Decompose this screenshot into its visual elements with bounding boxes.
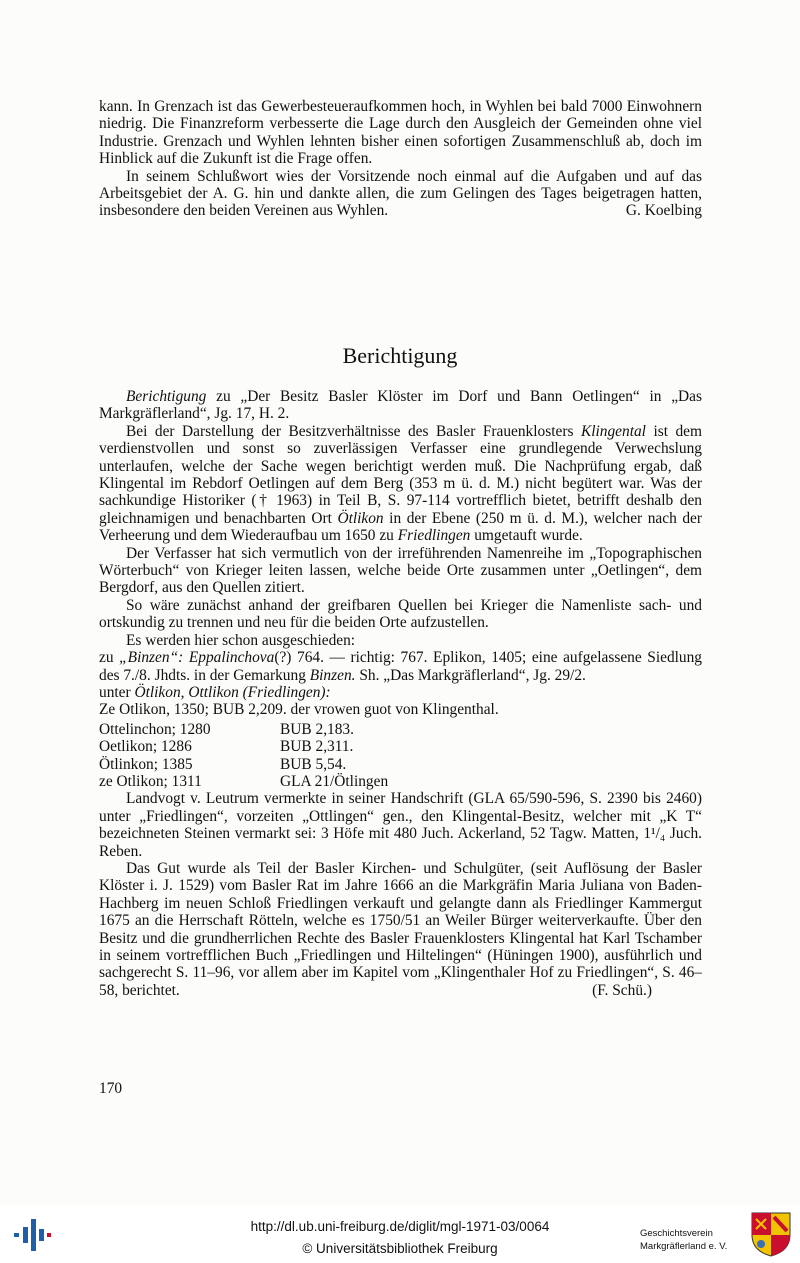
paragraph-text: ist dem verdienstvollen und sonst so zuverlässigen Verfasser eine grundlegende Verwechslung unterlaufen, welche der Sache wegen berichtigt werden muß. Die Nachprüfung ergab, daß Klingental im Rebdorf Oetlingen auf dem Berg (353 m ü. d. M.) nicht begütert war. Was der sachkundige Historiker († 1963) in Teil B, S. 97-114 vortrefflich bietet, betrifft deshalb den gleichnamigen und benachbarten Ort bbox=[99, 422, 702, 527]
table-row bbox=[99, 773, 388, 790]
author-signature: G. Koelbing bbox=[625, 202, 702, 220]
source-ref: BUB 2,183. bbox=[280, 720, 354, 738]
source-table bbox=[99, 721, 388, 791]
paragraph-text: In seinem Schlußwort wies der Vorsitzende noch einmal auf die Aufgaben und auf das Arbeitsgebiet der A. G. hin und dankte allen, die zum Gelingen des Tages beigetragen hatten, insbesondere den beiden Vereinen aus Wyhlen. bbox=[99, 167, 702, 220]
italic-text: Klingental bbox=[580, 422, 646, 440]
source-name: Oetlikon; 1286 bbox=[99, 738, 192, 756]
source-ref: GLA 21/Ötlingen bbox=[280, 772, 389, 790]
paragraph: Landvogt v. Leutrum vermerkte in seiner Handschrift (GLA 65/590-596, S. 2390 bis 2460) unter „Friedlingen“, vorzeiten „Ottlingen“ gen., den Klingental-Besitz, welcher mit „K T“ bezeichneten Steinen vermarkt sei: 3 Höfe mit 480 Juch. Ackerland, 52 Tagw. Matten, 1¹/₄ Juch. Reben. bbox=[99, 790, 702, 860]
italic-text: Friedlingen bbox=[397, 527, 471, 545]
paragraph bbox=[99, 649, 702, 684]
article-title: Berichtigung bbox=[342, 343, 458, 368]
copyright-notice: © Universitätsbibliothek Freiburg bbox=[302, 1241, 498, 1256]
author-signature: (F. Schü.) bbox=[592, 981, 652, 999]
paragraph: kann. In Grenzach ist das Gewerbesteueraufkommen hoch, in Wyhlen bei bald 7000 Einwohnern niedrig. Die Finanzreform verbesserte die Lage durch den Ausgleich der Gemeinden ohne viel Industrie. Grenzach und Wyhlen lehnten bisher einen sofortigen Zusammenschluß ab, doch im Hinblick auf die Zukunft ist die Frage offen. bbox=[99, 98, 702, 168]
coat-of-arms-icon bbox=[750, 1211, 792, 1257]
paragraph bbox=[99, 860, 702, 999]
paragraph bbox=[99, 423, 702, 545]
paragraph: Der Verfasser hat sich vermutlich von der irreführenden Namenreihe im „Topographischen Wörterbuch“ von Krieger leiten lassen, welche beide Orte zusammen unter „Oetlingen“, dem Bergdorf, aus den Quellen zitiert. bbox=[99, 544, 702, 597]
paragraph bbox=[99, 388, 702, 423]
society-name-line: Geschichtsverein bbox=[640, 1228, 713, 1239]
source-name: Ötlinkon; 1385 bbox=[99, 755, 193, 773]
source-ref: BUB 5,54. bbox=[280, 755, 347, 773]
paragraph: So wäre zunächst anhand der greifbaren Quellen bei Krieger die Namenliste sach- und ortskundig zu trennen und neu für die beiden Orte aufzustellen. bbox=[99, 596, 702, 632]
paragraph-text: (?) 764. — richtig: 767. Eplikon, 1405; eine aufgelassene Siedlung des 7./8. Jhdts. in der Gemarkung bbox=[99, 649, 703, 684]
source-name: ze Otlikon; 1311 bbox=[99, 772, 202, 790]
paragraph-text: Bei der Darstellung der Besitzverhältnisse des Basler Frauenklosters bbox=[126, 422, 581, 440]
previous-article-ending bbox=[99, 98, 702, 220]
italic-text: Ötlikon bbox=[337, 509, 384, 527]
paragraph bbox=[99, 168, 702, 220]
source-name: Ottelinchon; 1280 bbox=[99, 720, 211, 738]
paragraph-text: Das Gut wurde als Teil der Basler Kirchen- und Schulgüter, (seit Auflösung der Basler Klöster i. J. 1529) vom Basler Rat im Jahre 1666 an die Markgräfin Maria Juliana von Baden-Hachberg im neuen Schloß Friedlingen verkauft und gelangte dann als Friedlinger Kammergut 1675 an die Herrschaft Rötteln, welche es 1750/51 an Weiler Bürger weiterverkaufte. Über den Besitz und die grundherrlichen Rechte des Basler Frauenklosters Klingental hat Karl Tschamber in seinem vortrefflichen Buch „Friedlingen und Hiltelingen“ (Hüningen 1900), ausführlich und sachgerecht S. 11–96, vor allem aber im Kapitel vom „Klingenthaler Hof zu Friedlingen“, S. 46–58, berichtet. bbox=[99, 859, 702, 999]
paragraph-text: in der Ebene (250 m ü. d. M.), welcher nach der Verheerung und dem Wiederaufbau um 1650 zu bbox=[99, 509, 702, 545]
table-row bbox=[99, 738, 388, 755]
source-ref: BUB 2,311. bbox=[280, 738, 354, 756]
footer-bar bbox=[0, 1205, 800, 1263]
table-row bbox=[99, 756, 388, 773]
italic-text: „Binzen“: Eppalinchova bbox=[119, 649, 275, 667]
italic-text: Binzen. bbox=[309, 666, 356, 684]
italic-text: Berichtigung bbox=[126, 388, 207, 405]
page-number: 170 bbox=[99, 1080, 123, 1097]
table-row bbox=[99, 721, 388, 738]
article-body bbox=[99, 388, 702, 999]
paragraph bbox=[99, 684, 702, 701]
paragraph-text: umgetauft wurde. bbox=[470, 527, 583, 545]
paragraph-text: zu „Der Besitz Basler Klöster im Dorf und Bann Oetlingen“ in „Das Markgräflerland“, Jg. 17, H. 2. bbox=[99, 388, 702, 423]
source-url-link[interactable]: http://dl.ub.uni-freiburg.de/diglit/mgl-1971-03/0064 bbox=[250, 1219, 550, 1234]
paragraph-text: zu bbox=[99, 649, 120, 667]
society-name-line: Markgräflerland e. V. bbox=[640, 1241, 728, 1252]
society-name bbox=[640, 1227, 745, 1253]
paragraph-text: Sh. „Das Markgräflerland“, Jg. 29/2. bbox=[355, 666, 586, 684]
italic-text: Ötlikon, Ottlikon (Friedlingen): bbox=[134, 683, 331, 701]
paragraph: Ze Otlikon, 1350; BUB 2,209. der vrowen guot von Klingenthal. bbox=[99, 701, 499, 719]
paragraph-text: unter bbox=[99, 683, 135, 701]
paragraph: Es werden hier schon ausgeschieden: bbox=[126, 631, 356, 649]
